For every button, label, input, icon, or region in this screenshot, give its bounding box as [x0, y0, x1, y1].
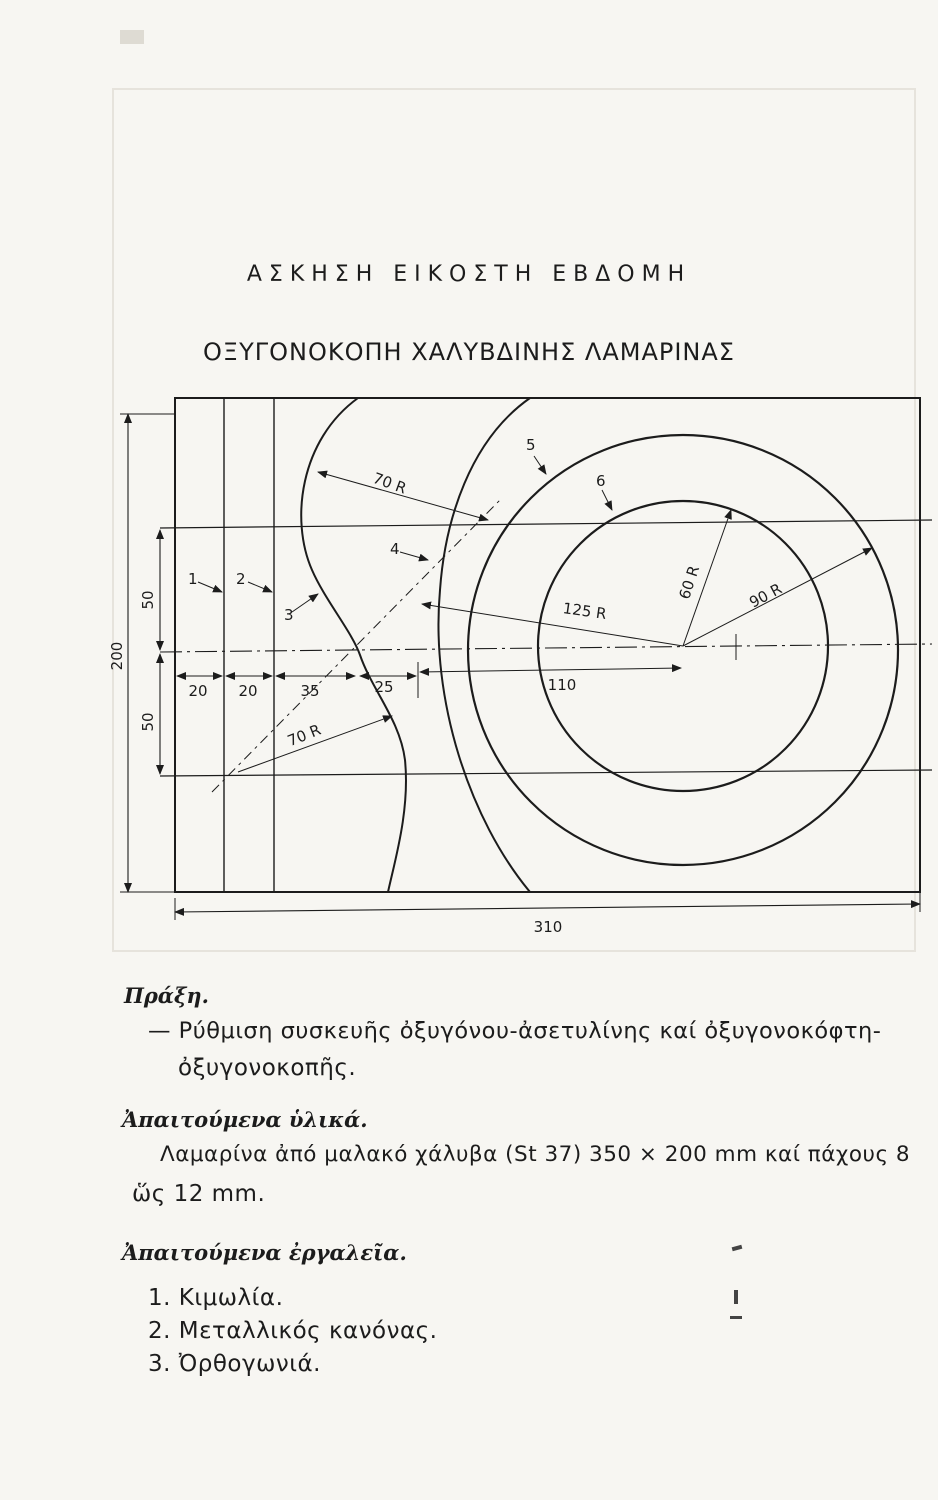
dim-110: 110	[547, 676, 577, 694]
materials-line-2: ὥς 12 mm.	[132, 1181, 266, 1207]
ink-speck	[734, 1290, 738, 1304]
upper-guide-line	[160, 520, 932, 528]
outer-circle	[468, 435, 898, 865]
wavy-cut-curve	[301, 398, 406, 892]
praxi-line-2: ὀξυγονοκοπῆς.	[178, 1055, 357, 1081]
dim-r125: 125 R	[561, 599, 608, 624]
praxi-heading: Πράξη.	[124, 983, 209, 1008]
materials-heading: Ἀπαιτούμενα ὑλικά.	[122, 1107, 368, 1132]
dim-310: 310	[533, 918, 563, 936]
lower-guide-line	[160, 770, 932, 776]
callout-4: 4	[390, 540, 400, 558]
tool-item-3: 3. Ὀρθογωνιά.	[148, 1351, 321, 1377]
callout-5: 5	[526, 436, 536, 454]
dim-r90: 90 R	[746, 579, 786, 612]
dim-35: 35	[300, 682, 320, 700]
dim-110-line	[420, 668, 681, 672]
dim-20a: 20	[188, 682, 208, 700]
materials-line-1: Λαμαρίνα ἀπό μαλακό χάλυβα (St 37) 350 × 200 mm καί πάχους 8	[160, 1142, 911, 1167]
dim-20b: 20	[238, 682, 258, 700]
ink-speck	[732, 1245, 743, 1251]
subject-title: ΟΞΥΓΟΝΟΚΟΠΗ ΧΑΛΥΒΔΙΝΗΣ ΛΑΜΑΡΙΝΑΣ	[203, 338, 735, 366]
callout-1: 1	[188, 570, 198, 588]
callout-6: 6	[596, 472, 606, 490]
center-line	[160, 644, 932, 652]
dim-r70-bottom: 70 R	[284, 720, 324, 751]
r125-leader	[422, 604, 683, 646]
dim-lower-50: 50	[139, 712, 157, 732]
width-dim-line	[175, 904, 920, 912]
tool-item-1: 1. Κιμωλία.	[148, 1285, 284, 1311]
callout-2: 2	[236, 570, 246, 588]
praxi-line-1: — Ρύθμιση συσκευῆς ὀξυγόνου-ἀσετυλίνης καί ὀξυγονοκόφτη-	[148, 1018, 882, 1044]
dim-25: 25	[374, 678, 394, 696]
callout-3: 3	[284, 606, 294, 624]
tools-heading: Ἀπαιτούμενα ἐργαλεῖα.	[122, 1240, 407, 1265]
tool-item-2: 2. Μεταλλικός κανόνας.	[148, 1318, 438, 1344]
large-arc-cut	[438, 398, 530, 892]
exercise-title: ΑΣΚΗΣΗ ΕΙΚΟΣΤΗ ΕΒΔΟΜΗ	[246, 262, 692, 287]
dim-r60: 60 R	[675, 563, 704, 602]
dim-200: 200	[108, 641, 126, 671]
dim-r70-top: 70 R	[370, 468, 409, 498]
ink-speck	[730, 1316, 742, 1319]
dim-upper-50: 50	[139, 590, 157, 610]
